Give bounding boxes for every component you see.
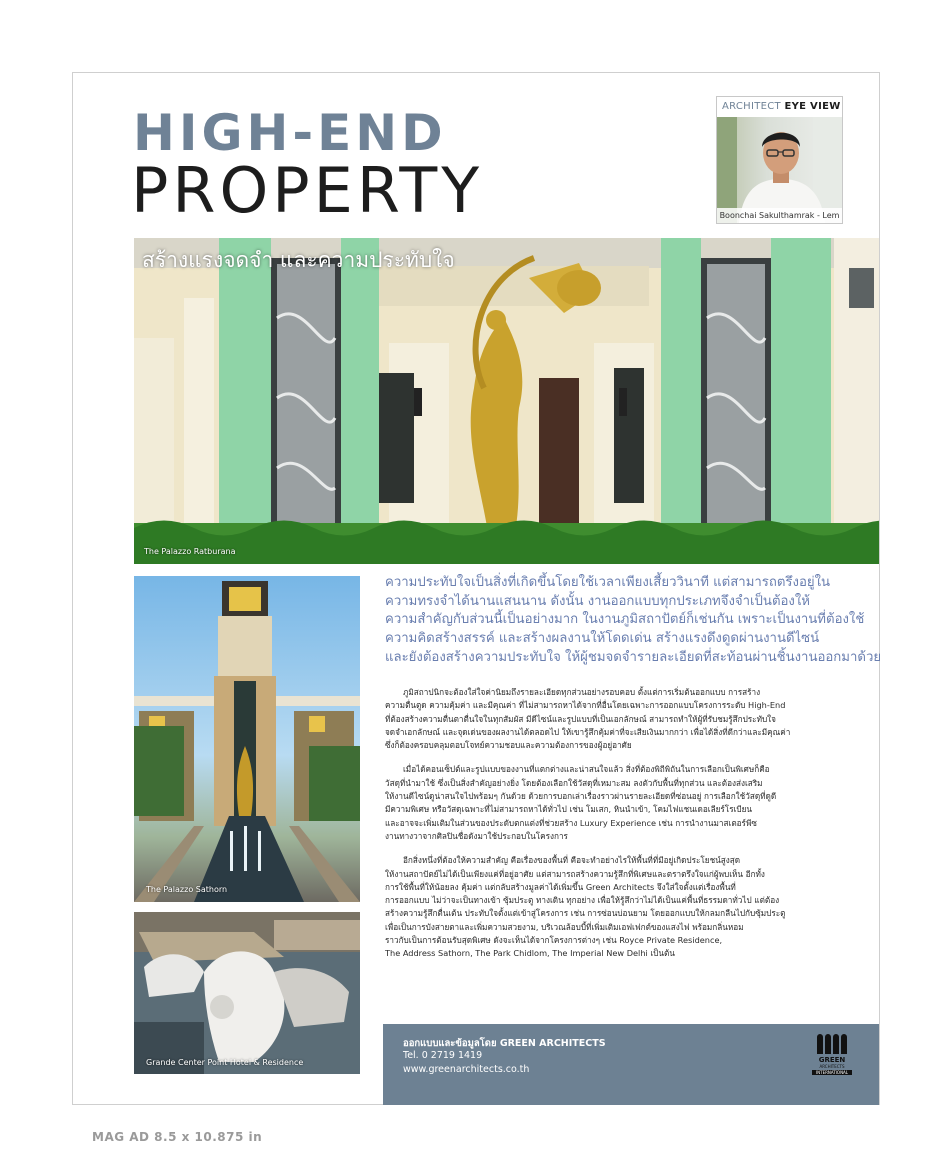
pool-lounge-illustration [134, 912, 360, 1074]
body-line: ให้งานดีไซน์ดูน่าสนใจไปพร้อมๆ กันด้วย ด้วยการบอกเล่าเรื่องราวผ่านรายละเอียดที่ซ่อนอยู่ การเลือกใช้วัสดุที่ดูดี [385, 791, 777, 802]
body-line: ภูมิสถาปนิกจะต้องใส่ใจค่านิยมถึงรายละเอียดทุกส่วนอย่างรอบคอบ ตั้งแต่การเริ่มต้นออกแบบ การสร้าง [403, 687, 761, 697]
lead-line: ความสำคัญกับส่วนนี้เป็นอย่างมาก ในงานภูมิสถาปัตย์ก็เช่นกัน เพราะเป็นงานที่ต้องใช้ [385, 612, 865, 628]
aev-label-bold: EYE VIEW [784, 101, 841, 112]
body-line: งานทางวาจากศิลปินชื่อดังมาใช้ประกอบในโครงการ [385, 830, 568, 841]
green-architects-logo [812, 1034, 852, 1075]
body-line: การใช้พื้นที่ให้น้อยลง คุ้มค่า แต่กลับสร้างมูลค่าได้เพิ่มขึ้น Green Architects จึงใส่ใจตั้งแต่เรื่องพื้นที่ [385, 881, 736, 892]
lead-paragraph [385, 574, 882, 668]
ad-size-label: MAG AD 8.5 x 10.875 in [92, 1130, 263, 1144]
title-high-end: HIGH-END [133, 104, 447, 162]
lead-line: ความทรงจำได้นานแสนนาน ดังนั้น งานออกแบบทุกประเภทจึงจำเป็นต้องให้ [385, 593, 811, 609]
footer-credit-bar [383, 1024, 879, 1105]
title-property: PROPERTY [131, 154, 484, 227]
architect-portrait-photo [717, 117, 842, 223]
body-line: อีกสิ่งหนึ่งที่ต้องให้ความสำคัญ คือเรื่องของพื้นที่ คือจะทำอย่างไรให้พื้นที่ที่มีอยู่เกิดประโยชน์สูงสุด [403, 855, 741, 866]
lead-line: และยังต้องสร้างความประทับใจ ให้ผู้ชมจดจำรายละเอียดที่สะท้อนผ่านชิ้นงานออกมาด้วย [385, 649, 882, 665]
photo-palazzo-sathorn [134, 576, 360, 902]
logo-arches-icon [812, 1034, 852, 1054]
body-line: ซึ่งก็ต้องครอบคลุมตอบโจทย์ความชอบและความต้องการของผู้อยู่อาศัย [385, 740, 632, 751]
tower-caption: The Palazzo Sathorn [146, 885, 228, 894]
body-line: ให้งานสถาปัตย์ไม่ได้เป็นเพียงแค่ที่อยู่อาศัย แต่สามารถสร้างความรู้สึกที่พิเศษและตราตรึงใจแก่ผู้พบเห็น อีกทั้ง [385, 868, 765, 879]
photo-grande-center-point [134, 912, 360, 1074]
body-line: มีความพิเศษ หรือวัสดุเฉพาะที่ไม่สามารถหาได้ทั่วไป เช่น โมเสก, หินนำเข้า, โคมไฟแชนเดอเลียร์โรเบียน [385, 804, 752, 815]
lead-line: ความประทับใจเป็นสิ่งที่เกิดขึ้นโดยใช้เวลาเพียงเสี้ยววินาที แต่สามารถตรึงอยู่ใน [385, 575, 831, 590]
body-line: ความตื่นตูด ความคุ้มค่า และมีคุณค่า ที่ไม่สามารถหาได้จากที่อื่นโดยเฉพาะการออกแบบโครงการระดับ High-End [385, 700, 786, 711]
body-line: The Address Sathorn, The Park Chidlom, The Imperial New Delhi เป็นต้น [385, 948, 675, 959]
body-line: และอาจจะเพิ่มเติมในส่วนของประดับตกแต่งที่ช่วยสร้าง Luxury Experience เช่น การนำงานมาสเตอร์พีซ [385, 817, 757, 828]
architect-name-caption: Boonchai Sakulthamrak - Lem [717, 208, 842, 223]
body-line: สร้างความรู้สึกตื่นเต้น ประทับใจตั้งแต่เข้าสู่โครงการ เช่น การซ่อนบ่อนยาม โดยออกแบบให้กลมกลืนไปกับซุ้มประตู [385, 908, 786, 919]
tower-fountain-illustration [134, 576, 360, 902]
body-paragraph-2 [385, 763, 855, 843]
body-line: การออกแบบ ไม่ว่าจะเป็นทางเข้า ซุ้มประตู ทางเดิน ทุกอย่าง เพื่อให้รู้สึกว่าไม่ได้เป็นแค่พื้นที่ธรรมดาทั่วไป แต่ต้อง [385, 895, 780, 906]
architect-eye-view-label [722, 101, 841, 112]
logo-name-1: GREEN [818, 1056, 846, 1064]
body-paragraph-3 [385, 854, 855, 960]
body-line: เพื่อเป็นการบังสายตาและเพิ่มความสวยงาม, บริเวณล้อบบี้ที่เพิ่มเติมเอฟเฟกต์ของแสงไฟ พร้อมกลิ่นหอม [385, 921, 744, 932]
body-paragraph-1 [385, 686, 855, 752]
lounge-caption: Grande Center Point Hotel & Residence [146, 1058, 304, 1067]
body-line: ราวกับเป็นการต้อนรับสุดพิเศษ ดังจะเห็นได้จากโครงการต่างๆ เช่น Royce Private Residence, [385, 935, 723, 946]
body-line: เมื่อได้คอนเซ็ปต์และรูปแบบของงานที่แตกต่างและน่าสนใจแล้ว สิ่งที่ต้องพิถีพิถันในการเลือกเป็นพิเศษก็คือ [403, 764, 770, 775]
logo-name-2: ARCHITECTS [819, 1064, 845, 1069]
hero-headline: สร้างแรงจดจำ และความประทับใจ [142, 248, 455, 272]
body-line: ที่ต้องสร้างความตื่นตาตื่นใจในทุกสัมผัส มีดีไซน์และรูปแบบที่เป็นเอกลักษณ์ สามารถทำให้ผู้ที่รับชมรู้สึกประทับใจ [385, 713, 776, 724]
logo-sub: INTERNATIONAL [812, 1070, 852, 1075]
aev-label-prefix: ARCHITECT [722, 101, 781, 112]
architect-eye-view-box [716, 96, 843, 224]
footer-credit: ออกแบบและข้อมูลโดย GREEN ARCHITECTS [403, 1038, 606, 1049]
lead-line: ความคิดสร้างสรรค์ และสร้างผลงานให้โดดเด่น สร้างแรงดึงดูดผ่านงานดีไซน์ [385, 631, 820, 647]
hero-photo-palazzo-ratburana [134, 238, 879, 564]
hero-facade-illustration [134, 238, 879, 564]
body-line: จดจำเอกลักษณ์ และจุดเด่นของผลงานได้ตลอดไป ให้เขารู้สึกคุ้มค่าที่จะเสียเงินมากกว่า เพื่อได้สิ่งที่ดีกว่าและมีคุณค่า [385, 726, 791, 737]
body-line: วัสดุที่นำมาใช้ ซึ่งเป็นสิ่งสำคัญอย่างยิ่ง โดยต้องเลือกใช้วัสดุที่เหมาะสม ลงตัวกับพื้นที่ทุกส่วน และต้องส่งเสริม [385, 777, 763, 788]
body-text [385, 686, 855, 972]
footer-website[interactable]: www.greenarchitects.co.th [403, 1064, 530, 1075]
hero-caption: The Palazzo Ratburana [144, 547, 236, 556]
footer-phone: Tel. 0 2719 1419 [403, 1050, 483, 1061]
